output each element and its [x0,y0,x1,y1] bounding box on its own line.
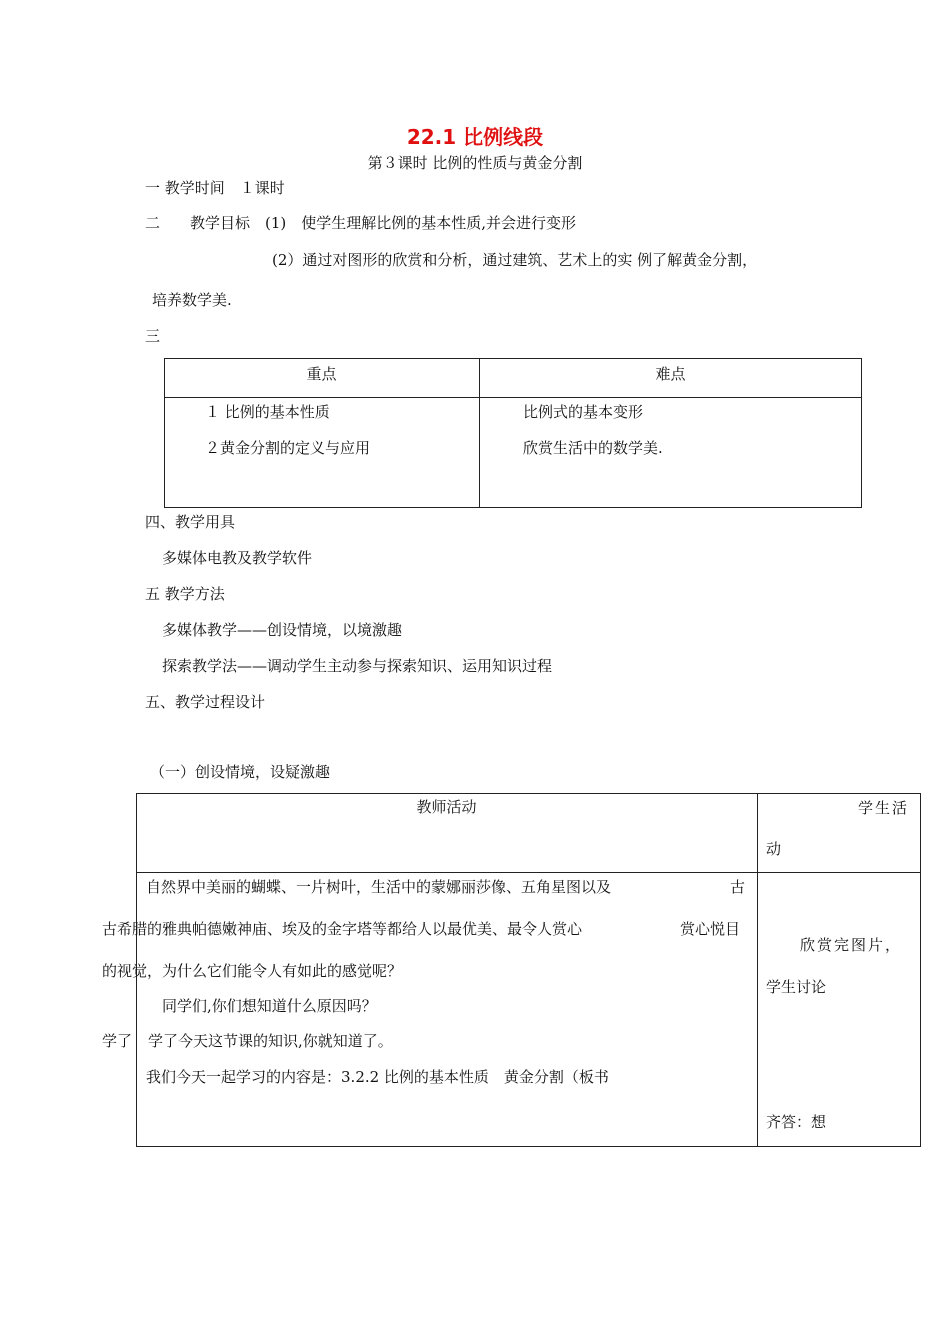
teaching-method-1: 多媒体教学——创设情境，以境激趣 [162,621,403,639]
student-line: 学生讨论 [766,978,827,996]
student-line: 齐答：想 [766,1113,827,1131]
page-title: 22.1 比例线段 [406,125,544,149]
section-teaching-goal: 二 教学目标 (1) 使学生理解比例的基本性质,并会进行变形 [145,214,577,232]
key-point-item: ２黄金分割的定义与应用 [205,439,371,457]
section-teaching-time: 一 教学时间 １课时 [145,179,285,197]
teacher-line: 古 [730,878,746,896]
teacher-line: 我们今天一起学习的内容是：3.2.2 比例的基本性质 黄金分割（板书 [146,1068,609,1086]
teacher-line: 赏心悦目 [680,920,741,938]
header-key-points: 重点 [306,365,337,383]
header-difficulties: 难点 [655,365,686,383]
section-three: 三 [145,327,161,345]
teacher-line: 学了今天这节课的知识,你就知道了。 [148,1032,393,1050]
student-line: 欣赏完图片， [800,936,903,954]
difficulty-item: 比例式的基本变形 [523,403,644,421]
page-subtitle: 第３课时 比例的性质与黄金分割 [367,154,583,172]
teacher-line: 自然界中美丽的蝴蝶、一片树叶，生活中的蒙娜丽莎像、五角星图以及 [146,878,612,896]
teacher-line: 古希腊的雅典帕德嫩神庙、埃及的金字塔等都给人以最优美、最令人赏心 [102,920,583,938]
section-process-design: 五、教学过程设计 [145,693,266,711]
section-teaching-tools: 四、教学用具 [145,513,236,531]
header-student-activity-cont: 动 [766,840,782,858]
teaching-goal-2: (2）通过对图形的欣赏和分析，通过建筑、艺术上的实 例了解黄金分割， [272,251,758,269]
difficulty-item: 欣赏生活中的数学美. [523,439,663,457]
key-points-table-header-rule [164,397,862,398]
section-teaching-method: 五 教学方法 [145,585,225,603]
subsection-create-situation: （一）创设情境，设疑激趣 [150,763,331,781]
teacher-line: 同学们,你们想知道什么原因吗？ [162,997,377,1015]
teaching-goal-2-cont: 培养数学美. [152,291,232,309]
header-teacher-activity: 教师活动 [416,798,477,816]
teaching-tools-body: 多媒体电教及教学软件 [162,549,313,567]
teaching-method-2: 探索教学法——调动学生主动参与探索知识、运用知识过程 [162,657,553,675]
header-student-activity: 学生活 [858,799,910,817]
activity-table-divider [757,793,758,1147]
teacher-line: 学了 [102,1032,133,1050]
teacher-line: 的视觉，为什么它们能令人有如此的感觉呢？ [102,962,403,980]
key-point-item: １ 比例的基本性质 [205,403,330,421]
activity-table-header-rule [136,872,921,873]
